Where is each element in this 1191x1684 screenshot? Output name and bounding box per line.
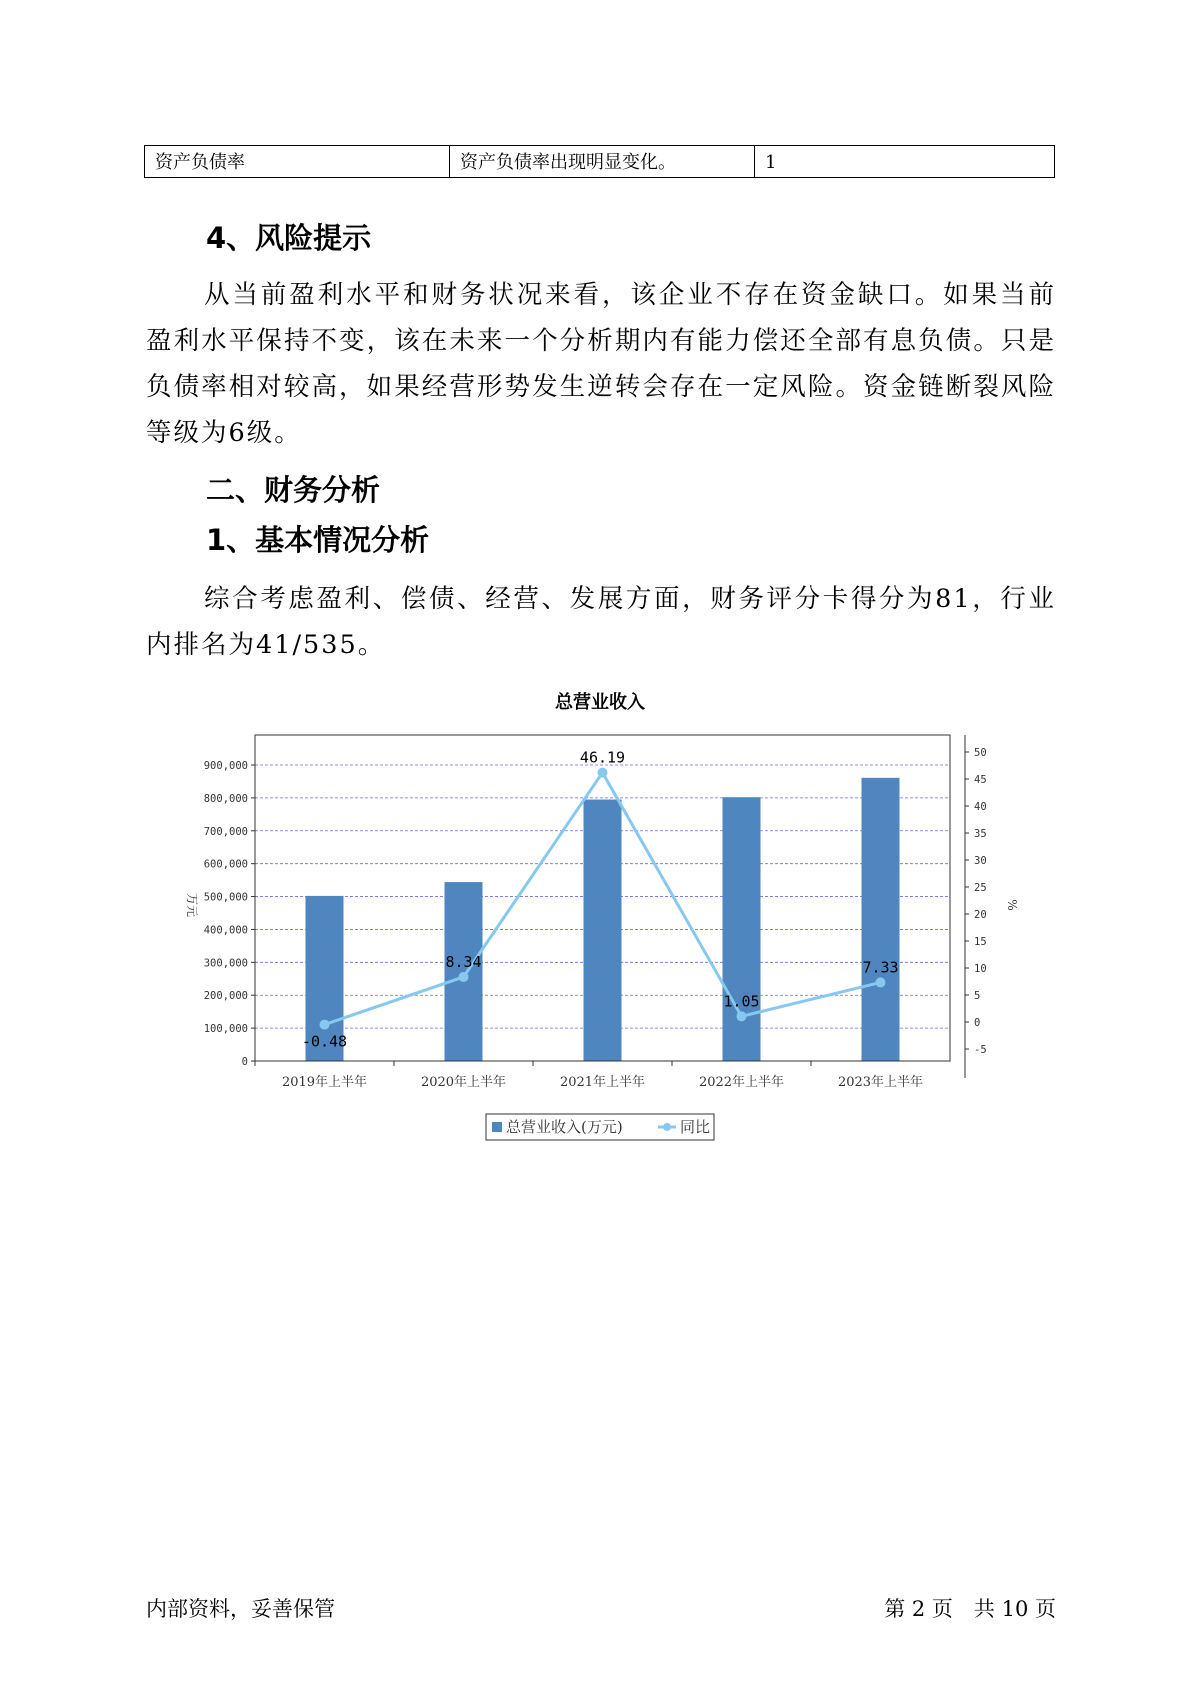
y2-tick-label: 0	[974, 1017, 981, 1029]
y-tick-label: 300,000	[203, 957, 248, 970]
revenue-bar	[862, 778, 900, 1061]
y-axis-label: 万元	[185, 892, 199, 918]
x-tick-label: 2021年上半年	[559, 1075, 646, 1090]
legend-bar-swatch	[492, 1122, 502, 1132]
y2-tick-label: -5	[974, 1044, 987, 1056]
basic-analysis-heading: 1、基本情况分析	[206, 523, 430, 557]
yoy-point	[876, 977, 886, 987]
x-tick-label: 2019年上半年	[281, 1075, 368, 1090]
finance-heading: 二、财务分析	[206, 473, 381, 507]
y2-tick-label: 30	[974, 855, 987, 867]
y2-tick-label: 15	[974, 936, 987, 948]
y2-tick-label: 5	[974, 990, 981, 1002]
basic-analysis-paragraph: 综合考虑盈利、偿债、经营、发展方面，财务评分卡得分为81，行业内排名为41/535。	[146, 584, 1056, 660]
table-cell-value: 1	[765, 152, 777, 173]
risk-heading: 4、风险提示	[206, 221, 372, 255]
y-tick-label: 900,000	[203, 760, 248, 772]
y-tick-label: 0	[241, 1056, 248, 1068]
yoy-data-label: 8.34	[445, 952, 482, 971]
y2-tick-label: 50	[974, 747, 987, 759]
footer-page-number: 第 2 页 共 10 页	[884, 1597, 1056, 1621]
table-cell-indicator: 资产负债率	[145, 146, 450, 177]
y-tick-label: 100,000	[203, 1023, 248, 1036]
yoy-point	[459, 972, 469, 982]
y2-tick-label: 25	[974, 882, 987, 894]
yoy-point	[320, 1020, 330, 1030]
table-cell-description: 资产负债率出现明显变化。	[450, 146, 755, 177]
y-tick-label: 500,000	[203, 891, 248, 904]
yoy-data-label: 1.05	[723, 992, 760, 1011]
yoy-data-label: 7.33	[862, 958, 899, 977]
x-tick-label: 2022年上半年	[698, 1075, 785, 1090]
x-tick-label: 2020年上半年	[420, 1075, 507, 1090]
y2-tick-label: 40	[974, 801, 987, 813]
y-tick-label: 600,000	[203, 858, 248, 871]
chart-bars	[306, 778, 900, 1061]
y-tick-label: 400,000	[203, 924, 248, 937]
footer-confidential: 内部资料，妥善保管	[146, 1597, 335, 1621]
chart-title: 总营业收入	[555, 692, 645, 713]
y-tick-label: 200,000	[203, 990, 248, 1003]
y-tick-label: 800,000	[203, 792, 248, 805]
x-tick-label: 2023年上半年	[837, 1075, 924, 1090]
revenue-chart	[170, 690, 1030, 1150]
chart-legend	[486, 1114, 714, 1140]
yoy-point	[598, 768, 608, 778]
y2-tick-label: 35	[974, 828, 987, 840]
legend-line-label: 同比	[680, 1118, 711, 1136]
y2-tick-label: 45	[974, 774, 987, 786]
risk-paragraph: 从当前盈利水平和财务状况来看，该企业不存在资金缺口。如果当前盈利水平保持不变，该在未来一个分析期内有能力偿还全部有息负债。只是负债率相对较高，如果经营形势发生逆转会存在一定风险。资金链断裂风险等级为6级。	[146, 280, 1056, 448]
indicator-table	[144, 145, 1055, 178]
revenue-bar	[584, 800, 622, 1061]
yoy-data-label: -0.48	[301, 1032, 348, 1051]
y2-axis-label: %	[1005, 899, 1019, 911]
y2-tick-label: 20	[974, 909, 987, 921]
yoy-point	[737, 1011, 747, 1021]
y-tick-label: 700,000	[203, 825, 248, 838]
y2-tick-label: 10	[974, 963, 987, 975]
legend-line-marker	[663, 1123, 671, 1131]
yoy-data-label: 46.19	[579, 748, 626, 767]
revenue-bar	[445, 882, 483, 1061]
legend-bar-label: 总营业收入(万元)	[506, 1118, 623, 1136]
revenue-bar	[723, 797, 761, 1061]
